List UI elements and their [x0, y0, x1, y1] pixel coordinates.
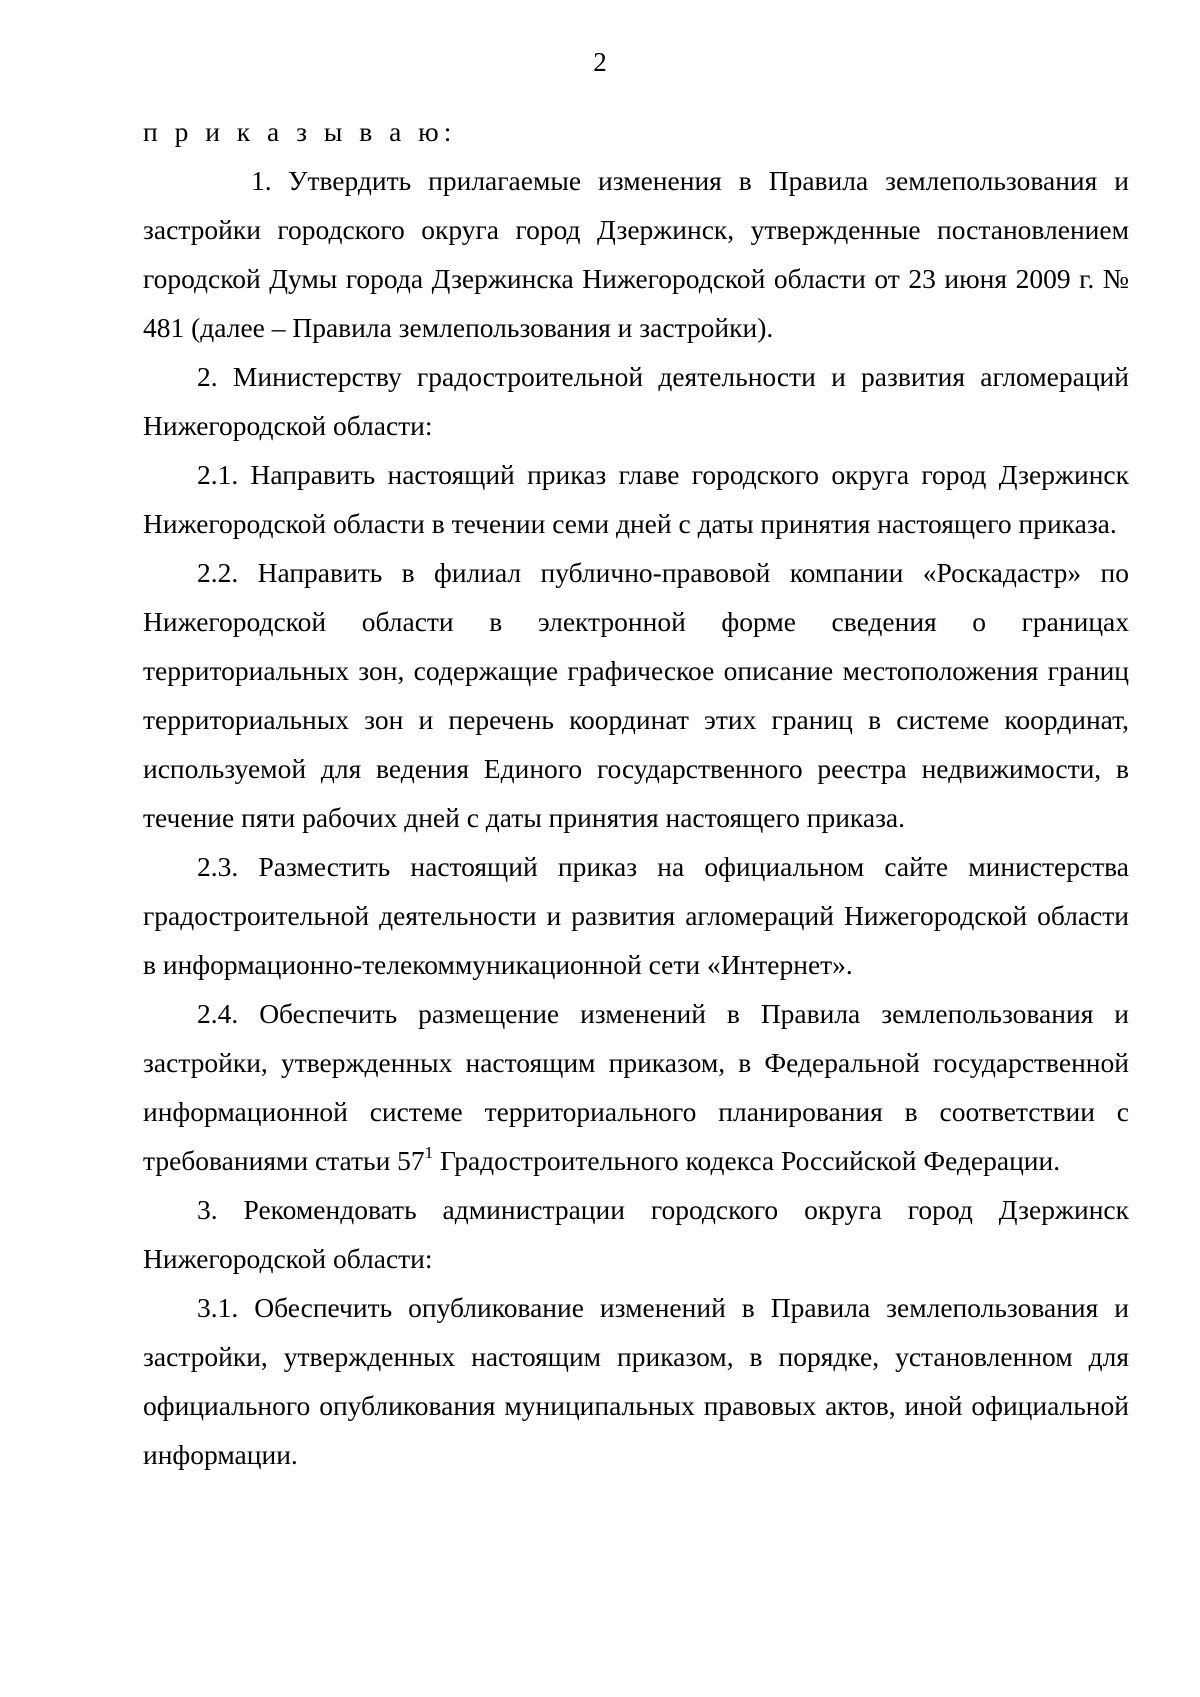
paragraph-3-1: 3.1. Обеспечить опубликование изменений в Правила землепользования и застройки, утвержденных настоящим приказом, в порядке, установленном для официального опубликования муниципальных правовых актов, иной официальной информации. — [143, 1292, 1129, 1470]
article-superscript: 1 — [424, 1142, 434, 1162]
order-intro: п р и к а з ы в а ю: — [143, 116, 457, 147]
paragraph-2-3: 2.3. Разместить настоящий приказ на официальном сайте министерства градостроительной деятельности и развития агломераций Нижегородской области в информационно-телекоммуникационной сети «Интернет». — [143, 851, 1129, 980]
paragraph-2: 2. Министерству градостроительной деятельности и развития агломераций Нижегородской области: — [143, 361, 1129, 441]
paragraph-1-number: 1. — [251, 165, 272, 196]
paragraph-2-2: 2.2. Направить в филиал публично-правовой компании «Роскадастр» по Нижегородской области в электронной форме сведения о границах территориальных зон, содержащие графическое описание местоположения границ территориальных зон и перечень координат этих границ в системе координат, используемой для ведения Единого государственного реестра недвижимости, в течение пяти рабочих дней с даты принятия настоящего приказа. — [143, 557, 1129, 833]
paragraph-2-4-text-start: 2.4. Обеспечить размещение изменений в Правила землепользования и застройки, утвержденных настоящим приказом, в Федеральной государственной информационной системе территориального планирования в соответствии с требованиями статьи 57 — [143, 998, 1129, 1176]
paragraph-2-4 — [143, 989, 1129, 1185]
paragraph-1 — [143, 156, 1129, 352]
paragraph-2-4-text-end: Градостроительного кодекса Российской Федерации. — [433, 1145, 1061, 1176]
paragraph-3: 3. Рекомендовать администрации городского округа город Дзержинск Нижегородской области: — [143, 1194, 1129, 1274]
document-body — [143, 107, 1129, 1479]
paragraph-1-text: Утвердить прилагаемые изменения в Правила землепользования и застройки городского округа город Дзержинск, утвержденные постановлением городской Думы города Дзержинска Нижегородской области от 23 июня 2009 г. № 481 (далее – Правила землепользования и застройки). — [143, 165, 1129, 343]
page-number: 2 — [593, 47, 607, 77]
paragraph-2-1: 2.1. Направить настоящий приказ главе городского округа город Дзержинск Нижегородской области в течении семи дней с даты принятия настоящего приказа. — [143, 459, 1129, 539]
